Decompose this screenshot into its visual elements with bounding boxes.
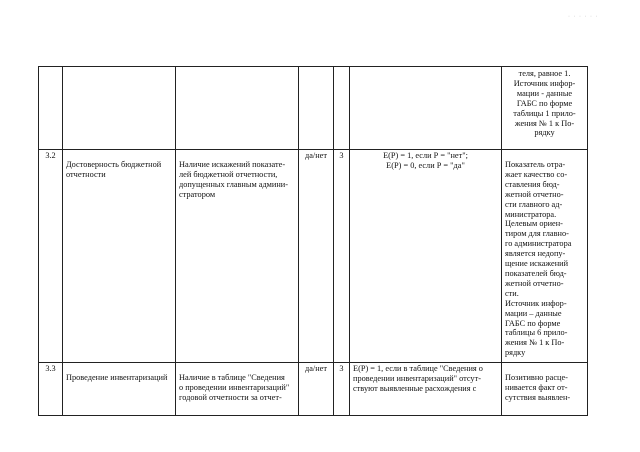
unit-cell: да/нет [299, 150, 334, 363]
row-number [39, 67, 63, 150]
weight-cell [334, 67, 350, 150]
indicator-description [176, 67, 299, 150]
weight-cell: 3 [334, 150, 350, 363]
formula-cell [350, 67, 502, 150]
unit-cell: да/нет [299, 363, 334, 416]
note-cell: теля, равное 1. Источник инфор- мации - данные ГАБС по форме таблицы 1 прило- жения № 1 к По- рядку [502, 67, 588, 150]
table-row [39, 363, 588, 416]
table-row [39, 150, 588, 363]
table-row [39, 67, 588, 150]
indicator-name: Достоверность бюджетной отчетности [63, 150, 176, 363]
scan-corner-mark: · · · · · · [568, 14, 599, 20]
note-cell: Показатель отра- жает качество со- ставления бюд- жетной отчетно- сти главного ад- министратора. Целевым ориен- тиром для главно- го администратора является недопу- щение искажений показателей бюд- жетной отчетно- сти. Источник инфор- мации – данные ГАБС по форме таблицы 6 прило- жения № 1 к По- рядку [502, 150, 588, 363]
row-number: 3.3 [39, 363, 63, 416]
weight-cell: 3 [334, 363, 350, 416]
indicators-table [38, 66, 588, 416]
unit-cell [299, 67, 334, 150]
indicator-name: Проведение инвентаризаций [63, 363, 176, 416]
indicator-description: Наличие искажений показате- лей бюджетной отчетности, допущенных главным админи- стратором [176, 150, 299, 363]
indicator-description: Наличие в таблице "Сведения о проведении инвентаризаций" годовой отчетности за отчет- [176, 363, 299, 416]
note-cell: Позитивно расце- нивается факт от- сутствия выявлен- [502, 363, 588, 416]
formula-cell: Е(Р) = 1, если Р = "нет"; Е(Р) = 0, если Р = "да" [350, 150, 502, 363]
formula-cell: Е(Р) = 1, если в таблице "Сведения о проведении инвентаризаций" отсут- ствуют выявленные расхождения с [350, 363, 502, 416]
indicator-name [63, 67, 176, 150]
row-number: 3.2 [39, 150, 63, 363]
